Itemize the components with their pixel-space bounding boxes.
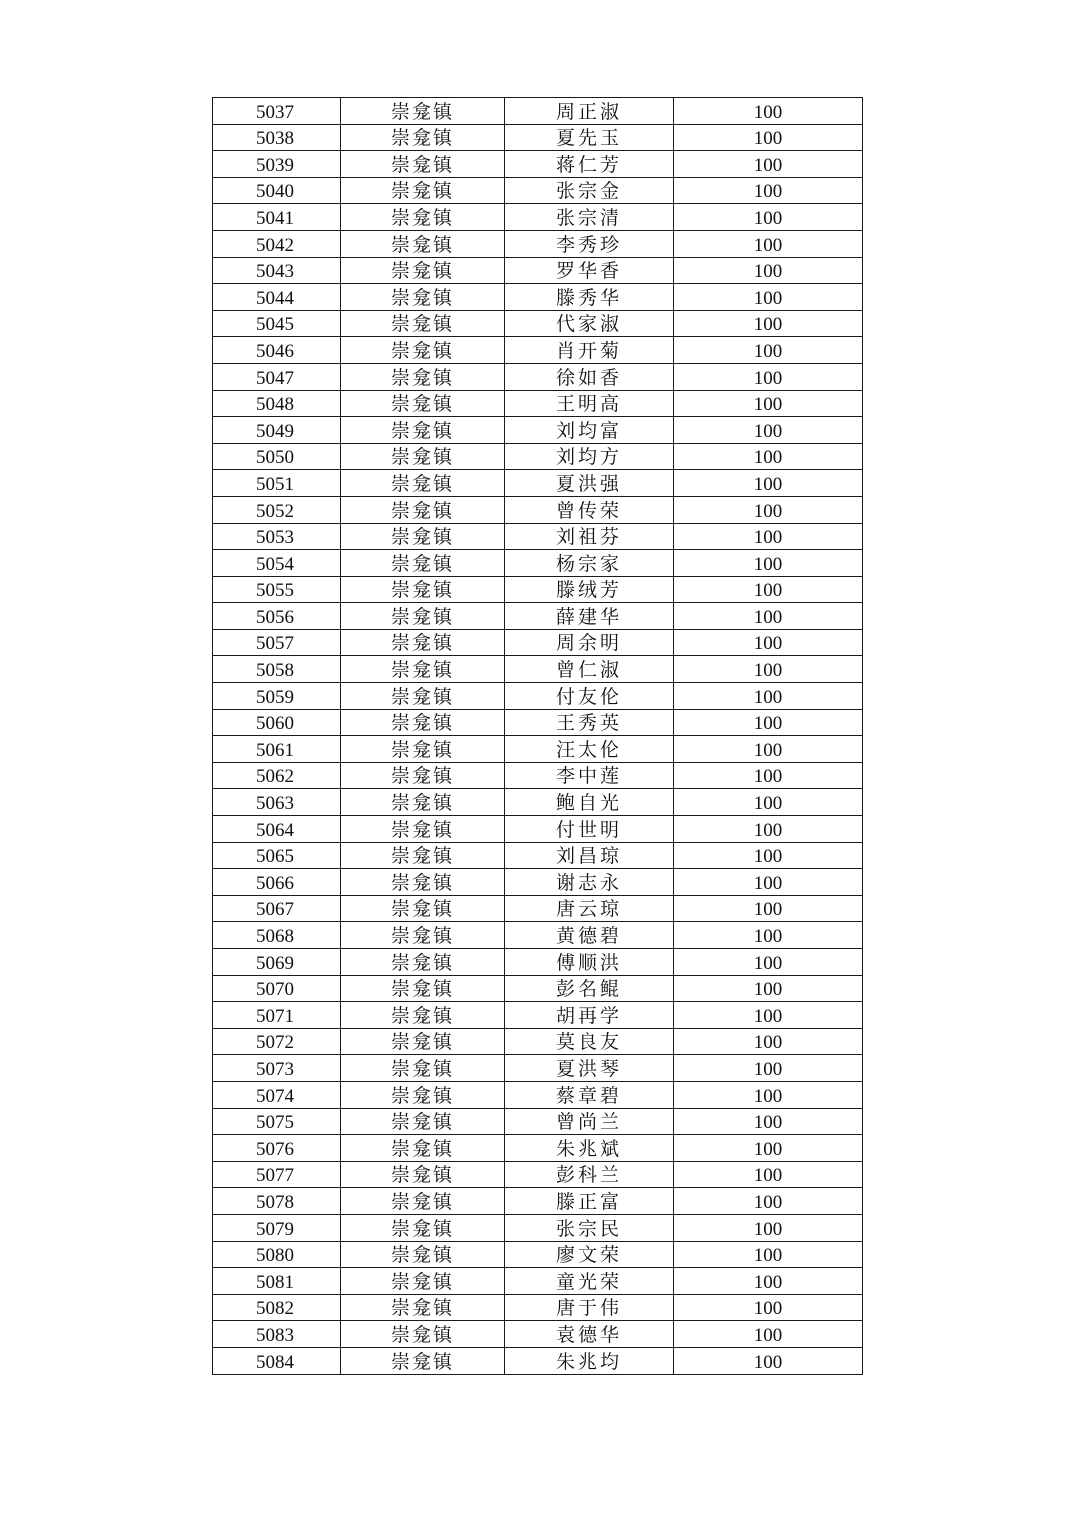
amount-cell: 100 [674, 1028, 863, 1055]
table-row [213, 204, 863, 231]
row-number-cell: 5072 [213, 1028, 341, 1055]
town-cell: 崇龛镇 [341, 736, 505, 763]
row-number-cell: 5050 [213, 443, 341, 470]
town-cell: 崇龛镇 [341, 869, 505, 896]
table-row [213, 709, 863, 736]
table-row [213, 789, 863, 816]
town-cell: 崇龛镇 [341, 1108, 505, 1135]
amount-cell: 100 [674, 98, 863, 125]
table-row [213, 1294, 863, 1321]
name-cell: 莫良友 [505, 1028, 674, 1055]
table-row [213, 523, 863, 550]
town-cell: 崇龛镇 [341, 1081, 505, 1108]
amount-cell: 100 [674, 949, 863, 976]
table-row [213, 922, 863, 949]
row-number-cell: 5051 [213, 470, 341, 497]
town-cell: 崇龛镇 [341, 390, 505, 417]
row-number-cell: 5057 [213, 629, 341, 656]
name-cell: 曾尚兰 [505, 1108, 674, 1135]
amount-cell: 100 [674, 1241, 863, 1268]
amount-cell: 100 [674, 390, 863, 417]
name-cell: 夏洪强 [505, 470, 674, 497]
row-number-cell: 5060 [213, 709, 341, 736]
name-cell: 刘祖芬 [505, 523, 674, 550]
row-number-cell: 5074 [213, 1081, 341, 1108]
row-number-cell: 5073 [213, 1055, 341, 1082]
table-row [213, 1268, 863, 1295]
table-row [213, 390, 863, 417]
name-cell: 童光荣 [505, 1268, 674, 1295]
amount-cell: 100 [674, 204, 863, 231]
amount-cell: 100 [674, 1294, 863, 1321]
table-row [213, 284, 863, 311]
table-row [213, 337, 863, 364]
table-row [213, 975, 863, 1002]
town-cell: 崇龛镇 [341, 1268, 505, 1295]
town-cell: 崇龛镇 [341, 1241, 505, 1268]
table-row [213, 470, 863, 497]
name-cell: 滕秀华 [505, 284, 674, 311]
row-number-cell: 5066 [213, 869, 341, 896]
row-number-cell: 5041 [213, 204, 341, 231]
table-row [213, 576, 863, 603]
amount-cell: 100 [674, 1081, 863, 1108]
table-row [213, 736, 863, 763]
town-cell: 崇龛镇 [341, 1347, 505, 1374]
amount-cell: 100 [674, 603, 863, 630]
name-cell: 袁德华 [505, 1321, 674, 1348]
name-cell: 蒋仁芳 [505, 151, 674, 178]
table-row [213, 310, 863, 337]
amount-cell: 100 [674, 576, 863, 603]
row-number-cell: 5040 [213, 177, 341, 204]
table-row [213, 230, 863, 257]
amount-cell: 100 [674, 1188, 863, 1215]
amount-cell: 100 [674, 470, 863, 497]
name-cell: 蔡章碧 [505, 1081, 674, 1108]
amount-cell: 100 [674, 177, 863, 204]
amount-cell: 100 [674, 230, 863, 257]
amount-cell: 100 [674, 922, 863, 949]
name-cell: 黄德碧 [505, 922, 674, 949]
town-cell: 崇龛镇 [341, 789, 505, 816]
row-number-cell: 5080 [213, 1241, 341, 1268]
row-number-cell: 5078 [213, 1188, 341, 1215]
name-cell: 夏洪琴 [505, 1055, 674, 1082]
town-cell: 崇龛镇 [341, 1214, 505, 1241]
amount-cell: 100 [674, 550, 863, 577]
row-number-cell: 5077 [213, 1161, 341, 1188]
amount-cell: 100 [674, 1268, 863, 1295]
town-cell: 崇龛镇 [341, 895, 505, 922]
name-cell: 周余明 [505, 629, 674, 656]
table-row [213, 98, 863, 125]
name-cell: 刘昌琼 [505, 842, 674, 869]
row-number-cell: 5083 [213, 1321, 341, 1348]
table-row [213, 895, 863, 922]
row-number-cell: 5064 [213, 816, 341, 843]
name-cell: 张宗金 [505, 177, 674, 204]
name-cell: 杨宗家 [505, 550, 674, 577]
town-cell: 崇龛镇 [341, 417, 505, 444]
amount-cell: 100 [674, 417, 863, 444]
table-row [213, 603, 863, 630]
town-cell: 崇龛镇 [341, 1294, 505, 1321]
name-cell: 王秀英 [505, 709, 674, 736]
table-row [213, 816, 863, 843]
town-cell: 崇龛镇 [341, 949, 505, 976]
row-number-cell: 5049 [213, 417, 341, 444]
table-row [213, 443, 863, 470]
table-row [213, 417, 863, 444]
name-cell: 彭名鲲 [505, 975, 674, 1002]
name-cell: 朱兆斌 [505, 1135, 674, 1162]
town-cell: 崇龛镇 [341, 1188, 505, 1215]
amount-cell: 100 [674, 789, 863, 816]
name-cell: 张宗清 [505, 204, 674, 231]
town-cell: 崇龛镇 [341, 576, 505, 603]
row-number-cell: 5071 [213, 1002, 341, 1029]
amount-cell: 100 [674, 683, 863, 710]
table-row [213, 683, 863, 710]
row-number-cell: 5046 [213, 337, 341, 364]
amount-cell: 100 [674, 1321, 863, 1348]
amount-cell: 100 [674, 736, 863, 763]
table-row [213, 869, 863, 896]
town-cell: 崇龛镇 [341, 98, 505, 125]
name-cell: 谢志永 [505, 869, 674, 896]
name-cell: 滕正富 [505, 1188, 674, 1215]
town-cell: 崇龛镇 [341, 177, 505, 204]
row-number-cell: 5055 [213, 576, 341, 603]
amount-cell: 100 [674, 284, 863, 311]
table-row [213, 1241, 863, 1268]
table-row [213, 762, 863, 789]
name-cell: 傅顺洪 [505, 949, 674, 976]
name-cell: 唐于伟 [505, 1294, 674, 1321]
row-number-cell: 5067 [213, 895, 341, 922]
row-number-cell: 5082 [213, 1294, 341, 1321]
table-row [213, 842, 863, 869]
amount-cell: 100 [674, 257, 863, 284]
town-cell: 崇龛镇 [341, 1028, 505, 1055]
town-cell: 崇龛镇 [341, 523, 505, 550]
amount-cell: 100 [674, 709, 863, 736]
town-cell: 崇龛镇 [341, 1161, 505, 1188]
name-cell: 刘均方 [505, 443, 674, 470]
row-number-cell: 5043 [213, 257, 341, 284]
row-number-cell: 5063 [213, 789, 341, 816]
row-number-cell: 5079 [213, 1214, 341, 1241]
amount-cell: 100 [674, 443, 863, 470]
town-cell: 崇龛镇 [341, 762, 505, 789]
row-number-cell: 5058 [213, 656, 341, 683]
name-cell: 周正淑 [505, 98, 674, 125]
roster-table-body [213, 98, 863, 1375]
table-row [213, 257, 863, 284]
town-cell: 崇龛镇 [341, 922, 505, 949]
amount-cell: 100 [674, 1161, 863, 1188]
name-cell: 滕绒芳 [505, 576, 674, 603]
name-cell: 唐云琼 [505, 895, 674, 922]
amount-cell: 100 [674, 762, 863, 789]
table-row [213, 1161, 863, 1188]
table-row [213, 177, 863, 204]
row-number-cell: 5054 [213, 550, 341, 577]
table-row [213, 1135, 863, 1162]
amount-cell: 100 [674, 310, 863, 337]
amount-cell: 100 [674, 523, 863, 550]
row-number-cell: 5056 [213, 603, 341, 630]
row-number-cell: 5038 [213, 124, 341, 151]
table-row [213, 1214, 863, 1241]
town-cell: 崇龛镇 [341, 470, 505, 497]
table-row [213, 1321, 863, 1348]
amount-cell: 100 [674, 1108, 863, 1135]
name-cell: 胡再学 [505, 1002, 674, 1029]
town-cell: 崇龛镇 [341, 204, 505, 231]
table-row [213, 656, 863, 683]
row-number-cell: 5044 [213, 284, 341, 311]
table-row [213, 1108, 863, 1135]
row-number-cell: 5061 [213, 736, 341, 763]
name-cell: 鲍自光 [505, 789, 674, 816]
name-cell: 夏先玉 [505, 124, 674, 151]
town-cell: 崇龛镇 [341, 550, 505, 577]
town-cell: 崇龛镇 [341, 1055, 505, 1082]
name-cell: 刘均富 [505, 417, 674, 444]
name-cell: 代家淑 [505, 310, 674, 337]
table-row [213, 949, 863, 976]
table-row [213, 496, 863, 523]
town-cell: 崇龛镇 [341, 629, 505, 656]
amount-cell: 100 [674, 1347, 863, 1374]
town-cell: 崇龛镇 [341, 1135, 505, 1162]
row-number-cell: 5048 [213, 390, 341, 417]
amount-cell: 100 [674, 869, 863, 896]
row-number-cell: 5039 [213, 151, 341, 178]
row-number-cell: 5042 [213, 230, 341, 257]
row-number-cell: 5068 [213, 922, 341, 949]
town-cell: 崇龛镇 [341, 443, 505, 470]
name-cell: 徐如香 [505, 363, 674, 390]
amount-cell: 100 [674, 895, 863, 922]
amount-cell: 100 [674, 363, 863, 390]
town-cell: 崇龛镇 [341, 842, 505, 869]
amount-cell: 100 [674, 975, 863, 1002]
row-number-cell: 5053 [213, 523, 341, 550]
name-cell: 薛建华 [505, 603, 674, 630]
name-cell: 彭科兰 [505, 1161, 674, 1188]
name-cell: 李中莲 [505, 762, 674, 789]
name-cell: 曾传荣 [505, 496, 674, 523]
amount-cell: 100 [674, 629, 863, 656]
row-number-cell: 5059 [213, 683, 341, 710]
roster-table [212, 97, 863, 1375]
name-cell: 汪太伦 [505, 736, 674, 763]
table-row [213, 1028, 863, 1055]
row-number-cell: 5084 [213, 1347, 341, 1374]
town-cell: 崇龛镇 [341, 284, 505, 311]
table-row [213, 1002, 863, 1029]
town-cell: 崇龛镇 [341, 337, 505, 364]
amount-cell: 100 [674, 656, 863, 683]
row-number-cell: 5070 [213, 975, 341, 1002]
town-cell: 崇龛镇 [341, 1002, 505, 1029]
amount-cell: 100 [674, 1002, 863, 1029]
name-cell: 李秀珍 [505, 230, 674, 257]
table-row [213, 1055, 863, 1082]
table-row [213, 124, 863, 151]
name-cell: 付世明 [505, 816, 674, 843]
town-cell: 崇龛镇 [341, 230, 505, 257]
town-cell: 崇龛镇 [341, 603, 505, 630]
amount-cell: 100 [674, 816, 863, 843]
town-cell: 崇龛镇 [341, 257, 505, 284]
town-cell: 崇龛镇 [341, 310, 505, 337]
amount-cell: 100 [674, 496, 863, 523]
town-cell: 崇龛镇 [341, 124, 505, 151]
row-number-cell: 5069 [213, 949, 341, 976]
name-cell: 廖文荣 [505, 1241, 674, 1268]
town-cell: 崇龛镇 [341, 656, 505, 683]
town-cell: 崇龛镇 [341, 1321, 505, 1348]
name-cell: 朱兆均 [505, 1347, 674, 1374]
row-number-cell: 5081 [213, 1268, 341, 1295]
amount-cell: 100 [674, 151, 863, 178]
row-number-cell: 5062 [213, 762, 341, 789]
amount-cell: 100 [674, 1214, 863, 1241]
amount-cell: 100 [674, 337, 863, 364]
town-cell: 崇龛镇 [341, 683, 505, 710]
name-cell: 付友伦 [505, 683, 674, 710]
amount-cell: 100 [674, 842, 863, 869]
amount-cell: 100 [674, 124, 863, 151]
table-row [213, 550, 863, 577]
row-number-cell: 5052 [213, 496, 341, 523]
name-cell: 曾仁淑 [505, 656, 674, 683]
row-number-cell: 5076 [213, 1135, 341, 1162]
row-number-cell: 5045 [213, 310, 341, 337]
amount-cell: 100 [674, 1055, 863, 1082]
town-cell: 崇龛镇 [341, 151, 505, 178]
row-number-cell: 5075 [213, 1108, 341, 1135]
table-row [213, 629, 863, 656]
table-row [213, 363, 863, 390]
name-cell: 罗华香 [505, 257, 674, 284]
table-row [213, 1081, 863, 1108]
amount-cell: 100 [674, 1135, 863, 1162]
table-row [213, 1188, 863, 1215]
name-cell: 王明高 [505, 390, 674, 417]
table-row [213, 1347, 863, 1374]
table-row [213, 151, 863, 178]
town-cell: 崇龛镇 [341, 496, 505, 523]
name-cell: 张宗民 [505, 1214, 674, 1241]
row-number-cell: 5065 [213, 842, 341, 869]
town-cell: 崇龛镇 [341, 363, 505, 390]
row-number-cell: 5037 [213, 98, 341, 125]
town-cell: 崇龛镇 [341, 709, 505, 736]
row-number-cell: 5047 [213, 363, 341, 390]
name-cell: 肖开菊 [505, 337, 674, 364]
town-cell: 崇龛镇 [341, 816, 505, 843]
town-cell: 崇龛镇 [341, 975, 505, 1002]
